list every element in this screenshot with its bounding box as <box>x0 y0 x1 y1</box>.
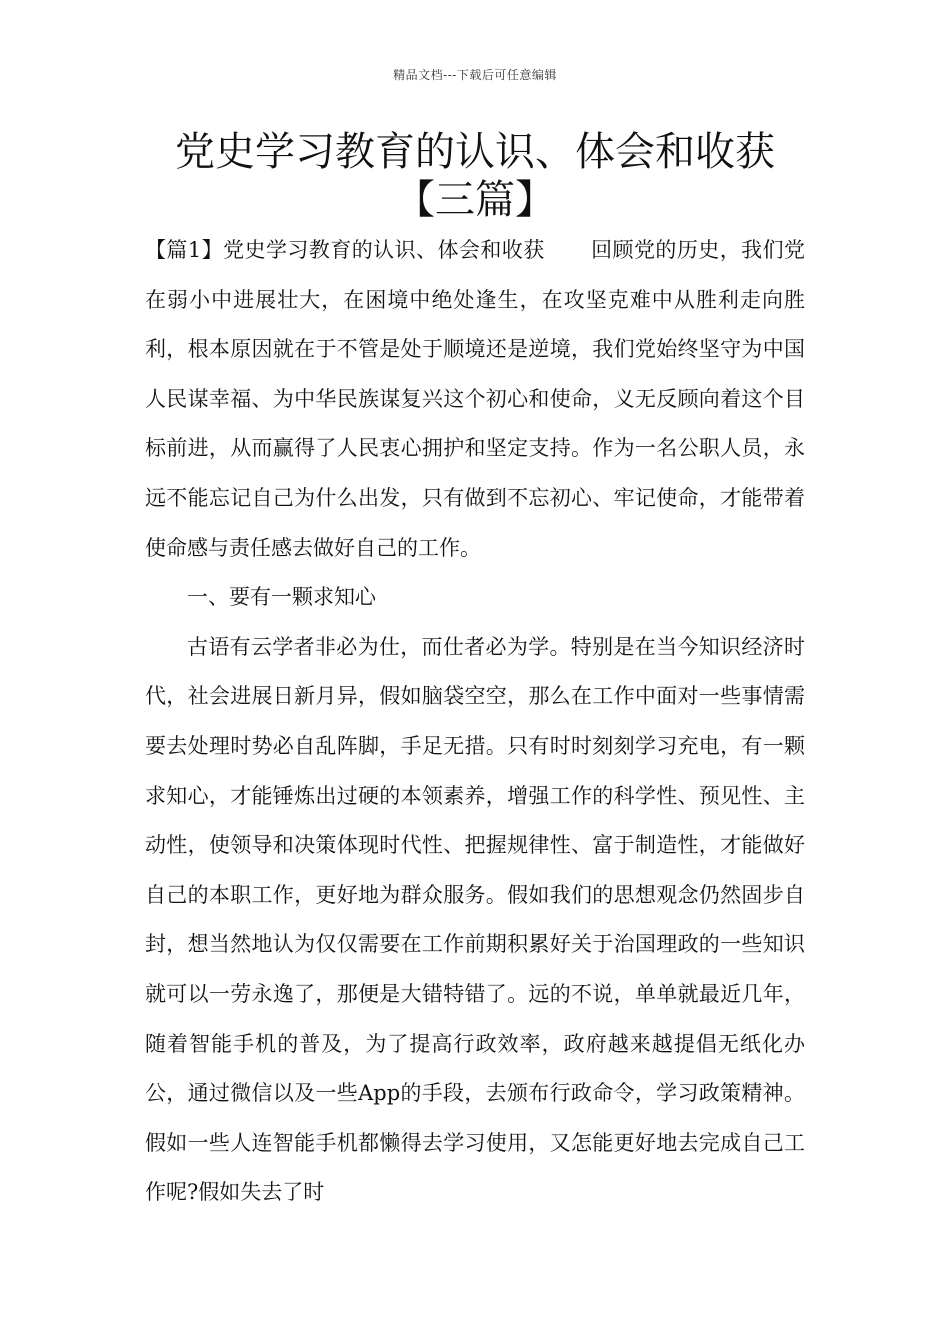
paragraph-intro-text: 回顾党的历史，我们党在弱小中进展壮大，在困境中绝处逢生，在攻坚克难中从胜利走向胜利，根本原因就在于不管是处于顺境还是逆境，我们党始终坚守为中国人民谋幸福、为中华民族谋复兴这个初心和使命，义无反顾向着这个目标前进，从而赢得了人民衷心拥护和坚定支持。作为一名公职人员，永远不能忘记自己为什么出发，只有做到不忘初心、牢记使命，才能带着使命感与责任感去做好自己的工作。 <box>145 238 806 560</box>
section-heading: 一、要有一颗求知心 <box>187 585 376 610</box>
section-lead: 【篇1】党史学习教育的认识、体会和收获 <box>145 238 545 262</box>
paragraph-intro <box>145 226 805 573</box>
document-title: 党史学习教育的认识、体会和收获【三篇】 <box>175 129 775 223</box>
paragraph-body: 古语有云学者非必为仕，而仕者必为学。特别是在当今知识经济时代，社会进展日新月异，假如脑袋空空，那么在工作中面对一些事情需要去处理时势必自乱阵脚，手足无措。只有时时刻刻学习充电，有一颗求知心，才能锤炼出过硬的本领素养，增强工作的科学性、预见性、主动性，使领导和决策体现时代性、把握规律性、富于制造性，才能做好自己的本职工作，更好地为群众服务。假如我们的思想观念仍然固步自封，想当然地认为仅仅需要在工作前期积累好关于治国理政的一些知识就可以一劳永逸了，那便是大错特错了。远的不说，单单就最近几年，随着智能手机的普及，为了提高行政效率，政府越来越提倡无纸化办公，通过微信以及一些App的手段，去颁布行政命令，学习政策精神。假如一些人连智能手机都懒得去学习使用，又怎能更好地去完成自己工作呢?假如失去了时 <box>145 634 805 1205</box>
document-body <box>145 226 805 1218</box>
header-note: 精品文档---下载后可任意编辑 <box>393 68 557 82</box>
